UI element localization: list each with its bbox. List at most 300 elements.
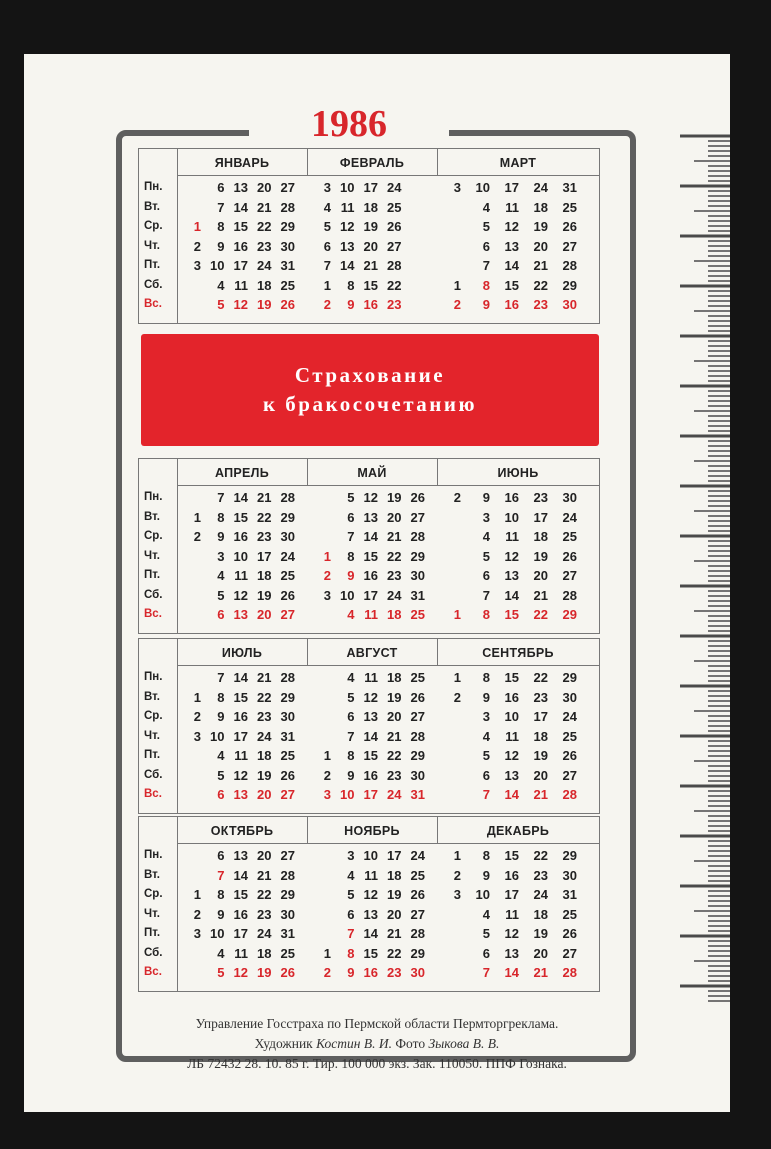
header-divider (177, 665, 599, 666)
column-divider (177, 149, 178, 323)
day-number: 28 (280, 490, 295, 505)
day-number: 29 (280, 219, 295, 234)
banner-line-1: Страхование (294, 363, 446, 387)
day-number: 14 (504, 787, 519, 802)
day-number: 21 (363, 258, 378, 273)
weekday-label: Пт. (144, 749, 161, 761)
quarter-4 (138, 816, 600, 992)
header-divider (177, 485, 599, 486)
calendar-card (24, 54, 730, 1112)
day-number: 7 (482, 587, 490, 603)
day-number: 20 (533, 767, 548, 783)
day-number: 21 (387, 529, 402, 544)
day-number: 4 (347, 867, 355, 883)
day-number: 29 (410, 548, 425, 564)
day-number: 8 (347, 277, 355, 293)
day-number: 9 (217, 906, 225, 922)
day-number: 21 (257, 199, 272, 215)
day-number: 30 (280, 529, 295, 544)
year-title: 1986 (249, 104, 449, 144)
day-number: 9 (482, 689, 490, 705)
day-number: 18 (257, 277, 272, 293)
weekday-label: Вс. (144, 608, 162, 620)
day-number: 29 (410, 945, 425, 961)
day-number: 14 (233, 490, 248, 505)
day-number: 10 (504, 709, 519, 724)
day-number: 6 (217, 607, 225, 622)
ruler-scale (672, 134, 730, 1004)
day-number: 20 (533, 238, 548, 254)
day-number: 1 (323, 548, 331, 564)
day-number: 13 (363, 709, 378, 724)
weekday-label: Чт. (144, 239, 160, 252)
day-number: 14 (233, 670, 248, 685)
month-name: ОКТЯБРЬ (210, 824, 274, 838)
day-number: 25 (562, 728, 577, 744)
weekday-label: Вт. (144, 690, 160, 703)
day-number: 13 (363, 906, 378, 922)
day-number: 16 (363, 297, 378, 312)
weekday-label: Ср. (144, 530, 163, 542)
weekday-label: Пт. (144, 259, 161, 271)
day-number: 26 (280, 297, 295, 312)
weekday-label: Вс. (144, 298, 162, 310)
day-number: 12 (233, 297, 248, 312)
day-number: 14 (340, 258, 355, 273)
day-number: 16 (233, 709, 248, 724)
day-number: 15 (363, 548, 378, 564)
day-number: 28 (562, 258, 577, 273)
day-number: 10 (475, 887, 490, 902)
day-number: 10 (363, 848, 378, 863)
day-number: 8 (217, 219, 225, 234)
day-number: 24 (280, 548, 295, 564)
day-number: 29 (562, 277, 577, 293)
day-number: 5 (347, 887, 355, 902)
day-number: 4 (347, 607, 355, 622)
day-number: 15 (363, 277, 378, 293)
weekday-label: Пн. (144, 491, 163, 503)
day-number: 7 (217, 867, 225, 883)
month-name: СЕНТЯБРЬ (482, 646, 554, 660)
weekday-label: Чт. (144, 549, 160, 562)
day-number: 24 (533, 887, 548, 902)
day-number: 18 (257, 945, 272, 961)
day-number: 17 (504, 180, 519, 195)
weekday-label: Вт. (144, 200, 160, 213)
day-number: 11 (364, 607, 378, 622)
day-number: 19 (387, 887, 402, 902)
day-number: 22 (387, 548, 402, 564)
day-number: 15 (233, 509, 248, 525)
day-number: 8 (217, 509, 225, 525)
day-number: 29 (280, 509, 295, 525)
day-number: 10 (210, 258, 225, 273)
column-divider (177, 639, 178, 813)
day-number: 23 (387, 965, 402, 980)
day-number: 23 (533, 689, 548, 705)
day-number: 18 (387, 607, 402, 622)
day-number: 1 (193, 689, 201, 705)
day-number: 19 (387, 490, 402, 505)
day-number: 9 (482, 490, 490, 505)
day-number: 15 (233, 689, 248, 705)
day-number: 19 (533, 926, 548, 941)
day-number: 23 (257, 906, 272, 922)
day-number: 18 (533, 199, 548, 215)
day-number: 26 (562, 219, 577, 234)
day-number: 23 (257, 709, 272, 724)
day-number: 13 (233, 787, 248, 802)
day-number: 7 (217, 490, 225, 505)
day-number: 21 (257, 670, 272, 685)
day-number: 30 (410, 965, 425, 980)
day-number: 5 (347, 490, 355, 505)
day-number: 2 (323, 297, 331, 312)
day-number: 22 (387, 945, 402, 961)
day-number: 25 (280, 277, 295, 293)
day-number: 18 (533, 906, 548, 922)
day-number: 30 (562, 297, 577, 312)
day-number: 4 (217, 568, 225, 583)
day-number: 2 (323, 965, 331, 980)
day-number: 20 (387, 509, 402, 525)
day-number: 27 (280, 787, 295, 802)
day-number: 31 (280, 728, 295, 744)
day-number: 10 (233, 548, 248, 564)
day-number: 19 (257, 767, 272, 783)
day-number: 6 (217, 787, 225, 802)
day-number: 31 (280, 926, 295, 941)
month-name: ИЮЛЬ (221, 646, 263, 660)
day-number: 21 (387, 926, 402, 941)
day-number: 23 (257, 529, 272, 544)
month-name: АВГУСТ (346, 646, 398, 660)
day-number: 1 (323, 945, 331, 961)
day-number: 4 (323, 199, 331, 215)
month-name: НОЯБРЬ (344, 824, 400, 838)
day-number: 23 (533, 867, 548, 883)
day-number: 28 (410, 728, 425, 744)
photographer-name: Зыкова В. В. (428, 1036, 500, 1051)
column-divider (177, 459, 178, 633)
day-number: 29 (562, 670, 577, 685)
day-number: 24 (387, 787, 402, 802)
day-number: 9 (347, 965, 355, 980)
day-number: 2 (323, 767, 331, 783)
day-number: 7 (482, 787, 490, 802)
day-number: 24 (257, 258, 272, 273)
day-number: 26 (280, 965, 295, 980)
day-number: 14 (233, 199, 248, 215)
quarter-1 (138, 148, 600, 324)
day-number: 4 (347, 670, 355, 685)
day-number: 28 (562, 787, 577, 802)
day-number: 22 (257, 887, 272, 902)
day-number: 17 (363, 180, 378, 195)
day-number: 25 (280, 748, 295, 763)
day-number: 16 (233, 238, 248, 254)
day-number: 21 (533, 258, 548, 273)
day-number: 7 (217, 670, 225, 685)
day-number: 12 (504, 548, 519, 564)
day-number: 14 (504, 258, 519, 273)
day-number: 27 (410, 906, 425, 922)
footer-line-3: ЛБ 72432 28. 10. 85 г. Тир. 100 000 экз. Зак. 110050. ППФ Гознака. (187, 1056, 567, 1071)
day-number: 5 (217, 767, 225, 783)
day-number: 23 (257, 238, 272, 254)
day-number: 16 (363, 965, 378, 980)
day-number: 13 (233, 848, 248, 863)
quarter-2 (138, 458, 600, 634)
day-number: 25 (562, 199, 577, 215)
day-number: 9 (347, 297, 355, 312)
day-number: 7 (347, 728, 355, 744)
day-number: 27 (280, 848, 295, 863)
day-number: 7 (482, 965, 490, 980)
day-number: 11 (364, 867, 378, 883)
weekday-label: Чт. (144, 729, 160, 742)
day-number: 12 (504, 748, 519, 763)
weekday-label: Ср. (144, 220, 163, 232)
day-number: 15 (504, 848, 519, 863)
day-number: 20 (257, 787, 272, 802)
quarter-3 (138, 638, 600, 814)
day-number: 3 (193, 728, 201, 744)
day-number: 21 (533, 787, 548, 802)
day-number: 30 (562, 490, 577, 505)
day-number: 26 (562, 926, 577, 941)
weekday-label: Ср. (144, 888, 163, 900)
day-number: 3 (347, 848, 355, 863)
day-number: 6 (482, 945, 490, 961)
day-number: 17 (233, 258, 248, 273)
day-number: 11 (340, 199, 355, 215)
day-number: 22 (387, 277, 402, 293)
day-number: 4 (217, 748, 225, 763)
day-number: 29 (280, 689, 295, 705)
day-number: 5 (347, 689, 355, 705)
day-number: 6 (323, 238, 331, 254)
day-number: 22 (257, 509, 272, 525)
day-number: 3 (482, 509, 490, 525)
day-number: 31 (562, 180, 577, 195)
day-number: 29 (562, 848, 577, 863)
day-number: 23 (387, 297, 402, 312)
day-number: 1 (453, 670, 461, 685)
weekday-label: Сб. (144, 278, 163, 291)
day-number: 28 (410, 529, 425, 544)
day-number: 3 (217, 548, 225, 564)
day-number: 2 (453, 490, 461, 505)
footer-line-2: Художник Костин В. И. Фото Зыкова В. В. (254, 1036, 500, 1051)
day-number: 14 (504, 965, 519, 980)
day-number: 2 (453, 689, 461, 705)
day-number: 21 (387, 728, 402, 744)
weekday-label: Пн. (144, 181, 163, 193)
day-number: 4 (482, 199, 490, 215)
day-number: 9 (217, 709, 225, 724)
day-number: 10 (210, 926, 225, 941)
day-number: 27 (280, 180, 295, 195)
day-number: 12 (233, 587, 248, 603)
day-number: 20 (533, 568, 548, 583)
weekday-label: Сб. (144, 946, 163, 959)
day-number: 7 (347, 926, 355, 941)
day-number: 10 (210, 728, 225, 744)
day-number: 13 (504, 238, 519, 254)
day-number: 26 (410, 490, 425, 505)
day-number: 9 (482, 297, 490, 312)
day-number: 19 (257, 297, 272, 312)
day-number: 23 (533, 490, 548, 505)
day-number: 20 (387, 906, 402, 922)
day-number: 17 (233, 728, 248, 744)
day-number: 11 (364, 670, 378, 685)
day-number: 29 (562, 607, 577, 622)
day-number: 24 (387, 587, 402, 603)
day-number: 27 (562, 238, 577, 254)
day-number: 23 (387, 767, 402, 783)
day-number: 29 (280, 887, 295, 902)
day-number: 30 (280, 709, 295, 724)
footer-line-1: Управление Госстраха по Пермской области Пермторгреклама. (195, 1016, 559, 1031)
day-number: 4 (217, 277, 225, 293)
day-number: 30 (280, 238, 295, 254)
day-number: 25 (562, 906, 577, 922)
day-number: 11 (505, 529, 519, 544)
day-number: 25 (410, 607, 425, 622)
day-number: 3 (453, 887, 461, 902)
banner-line-2: к бракосочетанию (262, 392, 478, 416)
day-number: 15 (233, 887, 248, 902)
day-number: 26 (387, 219, 402, 234)
day-number: 2 (193, 529, 201, 544)
day-number: 16 (233, 906, 248, 922)
day-number: 6 (482, 568, 490, 583)
day-number: 10 (340, 787, 355, 802)
day-number: 5 (217, 297, 225, 312)
day-number: 17 (257, 548, 272, 564)
day-number: 31 (280, 258, 295, 273)
day-number: 1 (193, 887, 201, 902)
day-number: 10 (340, 587, 355, 603)
day-number: 26 (280, 767, 295, 783)
day-number: 28 (280, 199, 295, 215)
day-number: 5 (482, 748, 490, 763)
weekday-label: Вс. (144, 966, 162, 978)
day-number: 24 (562, 509, 577, 525)
day-number: 31 (562, 887, 577, 902)
month-name: АПРЕЛЬ (214, 466, 270, 480)
month-name: МАЙ (357, 466, 387, 480)
day-number: 5 (482, 548, 490, 564)
day-number: 9 (217, 529, 225, 544)
day-number: 27 (280, 607, 295, 622)
day-number: 1 (323, 748, 331, 763)
day-number: 12 (504, 219, 519, 234)
weekday-label: Пн. (144, 671, 163, 683)
day-number: 15 (233, 219, 248, 234)
day-number: 15 (504, 670, 519, 685)
day-number: 23 (533, 297, 548, 312)
day-number: 14 (504, 587, 519, 603)
day-number: 1 (453, 607, 461, 622)
day-number: 21 (533, 965, 548, 980)
day-number: 2 (453, 297, 461, 312)
day-number: 20 (257, 848, 272, 863)
day-number: 25 (280, 568, 295, 583)
day-number: 15 (504, 277, 519, 293)
day-number: 25 (562, 529, 577, 544)
day-number: 3 (193, 926, 201, 941)
day-number: 1 (193, 219, 201, 234)
day-number: 14 (363, 728, 378, 744)
day-number: 16 (504, 867, 519, 883)
day-number: 28 (387, 258, 402, 273)
day-number: 18 (257, 568, 272, 583)
day-number: 27 (562, 568, 577, 583)
day-number: 11 (234, 945, 248, 961)
day-number: 6 (347, 906, 355, 922)
month-name: ЯНВАРЬ (214, 156, 270, 170)
day-number: 25 (410, 867, 425, 883)
day-number: 25 (410, 670, 425, 685)
day-number: 27 (410, 709, 425, 724)
day-number: 19 (257, 965, 272, 980)
day-number: 22 (533, 277, 548, 293)
day-number: 10 (340, 180, 355, 195)
day-number: 8 (482, 607, 490, 622)
day-number: 30 (410, 767, 425, 783)
day-number: 27 (562, 767, 577, 783)
weekday-label: Пт. (144, 927, 161, 939)
day-number: 14 (363, 926, 378, 941)
day-number: 30 (562, 689, 577, 705)
day-number: 24 (533, 180, 548, 195)
day-number: 10 (475, 180, 490, 195)
month-name: ФЕВРАЛЬ (339, 156, 405, 170)
day-number: 29 (410, 748, 425, 763)
day-number: 20 (257, 607, 272, 622)
day-number: 9 (347, 568, 355, 583)
day-number: 5 (482, 926, 490, 941)
day-number: 25 (387, 199, 402, 215)
column-divider (177, 817, 178, 991)
day-number: 12 (363, 490, 378, 505)
day-number: 13 (504, 945, 519, 961)
day-number: 24 (410, 848, 425, 863)
day-number: 7 (323, 258, 331, 273)
day-number: 6 (482, 767, 490, 783)
day-number: 8 (347, 945, 355, 961)
day-number: 10 (504, 509, 519, 525)
artist-name: Костин В. И. (316, 1036, 392, 1051)
day-number: 4 (482, 728, 490, 744)
day-number: 24 (257, 926, 272, 941)
day-number: 30 (410, 568, 425, 583)
day-number: 18 (533, 728, 548, 744)
month-name: ДЕКАБРЬ (486, 824, 550, 838)
day-number: 2 (323, 568, 331, 583)
day-number: 24 (257, 728, 272, 744)
day-number: 15 (363, 748, 378, 763)
header-divider (177, 843, 599, 844)
day-number: 28 (562, 965, 577, 980)
insurance-banner (141, 334, 599, 446)
day-number: 19 (363, 219, 378, 234)
day-number: 13 (233, 607, 248, 622)
